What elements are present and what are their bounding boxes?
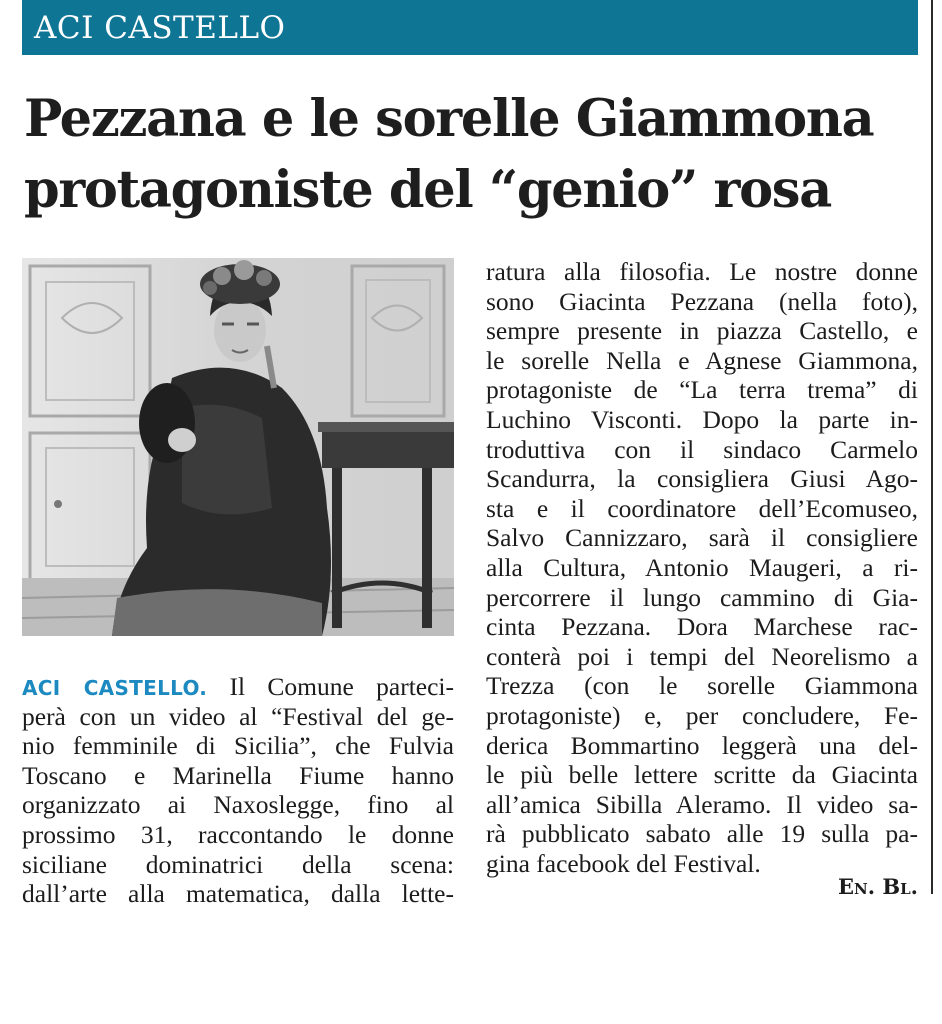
text-line: troduttiva con il sindaco Carmelo [486, 434, 918, 464]
column-rule [931, 0, 933, 894]
text-line: organizzato ai Naxoslegge, fino al [22, 790, 454, 820]
text-fragment: Il Comune parteci- [229, 672, 454, 701]
text-line: protagoniste de “La terra trema” di [486, 375, 918, 405]
text-line: dall’arte alla matematica, dalla lette- [22, 879, 454, 909]
text-line: alla Cultura, Antonio Maugeri, a ri- [486, 552, 918, 582]
section-banner [22, 0, 918, 55]
headline [24, 84, 929, 226]
article-photo [22, 258, 454, 636]
text-line: Trezza (con le sorelle Giammona [486, 671, 918, 701]
text-line: conterà poi i tempi del Neorelismo a [486, 641, 918, 671]
text-line: le più belle lettere scritte da Giacinta [486, 760, 918, 790]
vintage-photo-icon [22, 258, 454, 636]
text-line: Toscano e Marinella Fiume hanno [22, 760, 454, 790]
body-column-2 [486, 257, 918, 878]
text-line: cinta Pezzana. Dora Marchese rac- [486, 612, 918, 642]
text-line: sempre presente in piazza Castello, e [486, 316, 918, 346]
text-line: perà con un video al “Festival del ge- [22, 701, 454, 731]
text-line: siciliane dominatrici della scena: [22, 849, 454, 879]
text-line: Scandurra, la consigliera Giusi Ago- [486, 464, 918, 494]
body-column-1 [22, 672, 454, 909]
dateline-kicker: ACI CASTELLO. [22, 676, 208, 700]
text-line: protagoniste) e, per concludere, Fe- [486, 700, 918, 730]
text-line: gina facebook del Festival. [486, 848, 761, 878]
text-line: percorrere il lungo cammino di Gia- [486, 582, 918, 612]
text-line: le sorelle Nella e Agnese Giammona, [486, 345, 918, 375]
text-line: sono Giacinta Pezzana (nella foto), [486, 286, 918, 316]
headline-line-1: Pezzana e le sorelle Giammona [24, 89, 874, 149]
headline-line-2: protagoniste del “genio” rosa [24, 160, 831, 220]
text-line: Salvo Cannizzaro, sarà il consigliere [486, 523, 918, 553]
text-line: Luchino Visconti. Dopo la parte in- [486, 404, 918, 434]
text-line: rà pubblicato sabato alle 19 sulla pa- [486, 819, 918, 849]
text-line [22, 672, 454, 702]
text-line: sta e il coordinatore dell’Ecomuseo, [486, 493, 918, 523]
text-line: all’amica Sibilla Aleramo. Il video sa- [486, 789, 918, 819]
section-label: ACI CASTELLO [34, 10, 286, 46]
byline: En. Bl. [838, 874, 918, 899]
text-line: ratura alla filosofia. Le nostre donne [486, 257, 918, 286]
text-line: derica Bommartino leggerà una del- [486, 730, 918, 760]
text-line: prossimo 31, raccontando le donne [22, 819, 454, 849]
text-line: nio femminile di Sicilia”, che Fulvia [22, 731, 454, 761]
